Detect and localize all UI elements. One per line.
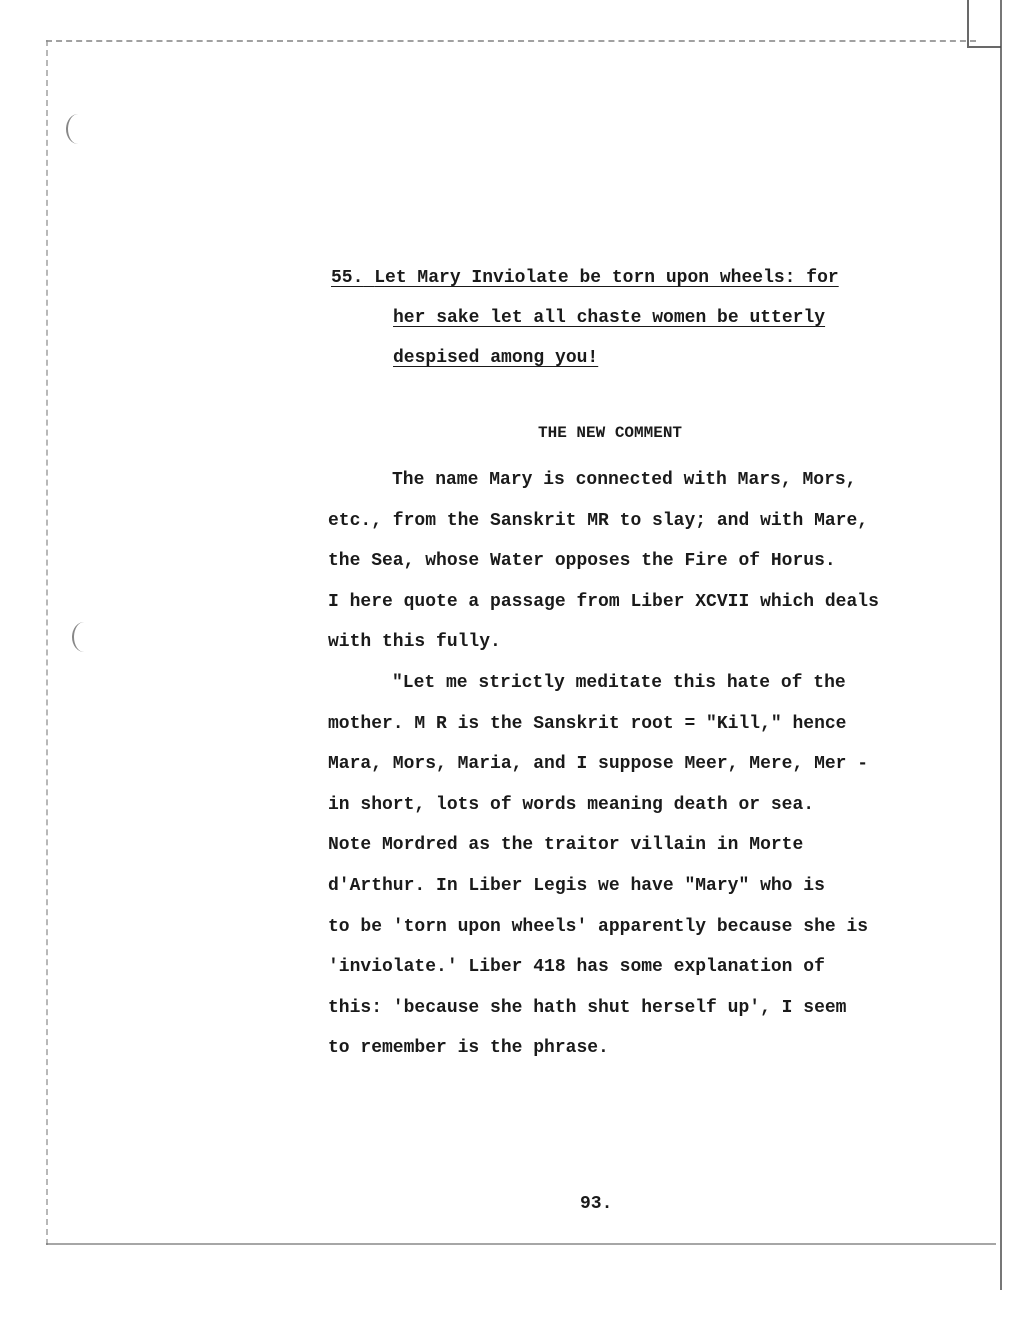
binder-hole-mark	[72, 622, 96, 652]
scan-border-left	[46, 40, 48, 1245]
comment-body	[328, 460, 968, 1069]
body-line: Note Mordred as the traitor villain in Morte	[328, 835, 804, 856]
body-line: I here quote a passage from Liber XCVII which deals	[328, 591, 879, 612]
scan-border-top	[46, 40, 976, 42]
body-line: etc., from the Sanskrit MR to slay; and with Mare,	[328, 510, 869, 531]
page-number: 93.	[580, 1194, 613, 1214]
verse-line: despised among you!	[393, 348, 599, 368]
scan-border-bottom	[46, 1243, 996, 1245]
scan-corner-mark	[967, 0, 1001, 48]
body-line: in short, lots of words meaning death or sea.	[328, 794, 815, 815]
body-line: Mara, Mors, Maria, and I suppose Meer, Mere, Mer -	[328, 754, 869, 775]
body-line: to remember is the phrase.	[328, 1038, 609, 1059]
body-line: with this fully.	[328, 632, 501, 653]
body-line: mother. M R is the Sanskrit root = "Kill," hence	[328, 713, 847, 734]
verse-block	[331, 258, 951, 378]
body-line: d'Arthur. In Liber Legis we have "Mary" who is	[328, 875, 825, 896]
body-line: the Sea, whose Water opposes the Fire of Horus.	[328, 551, 836, 572]
body-line: "Let me strictly meditate this hate of the	[392, 672, 846, 693]
body-line: to be 'torn upon wheels' apparently because she is	[328, 916, 869, 937]
verse-line	[331, 258, 951, 298]
body-line: this: 'because she hath shut herself up', I seem	[328, 997, 847, 1018]
verse-number: 55.	[331, 268, 364, 288]
body-line: The name Mary is connected with Mars, Mors,	[392, 470, 857, 490]
verse-line: her sake let all chaste women be utterly	[393, 308, 826, 328]
body-line: 'inviolate.' Liber 418 has some explanation of	[328, 957, 825, 978]
binder-hole-mark	[66, 114, 90, 144]
comment-heading: THE NEW COMMENT	[538, 424, 683, 442]
scan-border-right	[1000, 0, 1002, 1290]
verse-text: Let Mary Inviolate be torn upon wheels: for	[374, 268, 839, 288]
